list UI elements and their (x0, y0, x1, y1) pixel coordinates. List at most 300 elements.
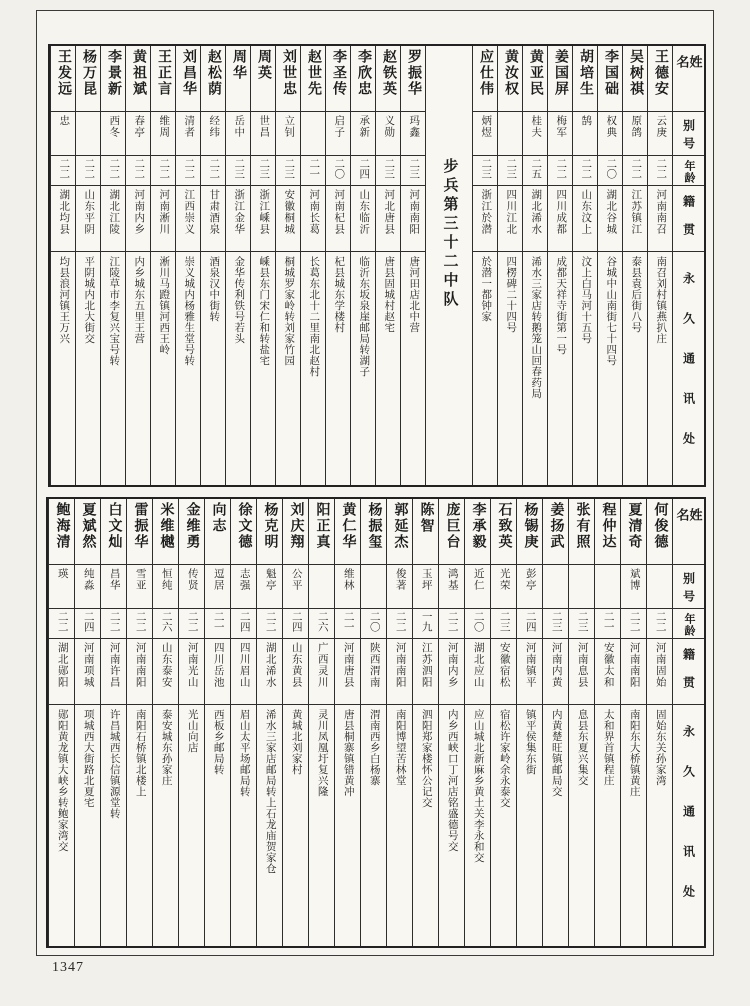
person-address: 息县东夏兴集交 (576, 709, 588, 786)
person-column (250, 46, 275, 485)
person-column (360, 499, 386, 946)
person-column (74, 499, 100, 946)
person-age-cell (376, 156, 400, 186)
header-column (672, 46, 704, 485)
person-native-place-cell (498, 186, 522, 252)
person-native-place: 安徽桐城 (283, 189, 295, 235)
person-address-cell (595, 705, 620, 946)
person-native-place-cell (49, 639, 74, 705)
person-native-place: 河南内乡 (133, 189, 145, 235)
person-column (438, 499, 464, 946)
person-native-place: 湖北江陵 (108, 189, 120, 235)
person-address: 杞县城东学楼村 (333, 256, 345, 333)
person-native-place: 河南南阳 (628, 642, 640, 688)
person-column (490, 499, 516, 946)
person-address: 唐县固城村赵宅 (383, 256, 395, 333)
person-address-cell (598, 252, 622, 485)
person-column (204, 499, 230, 946)
header-address-cell (673, 705, 704, 946)
person-name: 徐文德 (236, 502, 252, 550)
person-native-place: 河南长葛 (308, 189, 320, 235)
person-address: 镇平侯集东街 (524, 709, 536, 775)
person-age-cell (251, 156, 275, 186)
person-alias: 经纬 (208, 115, 220, 138)
person-native-place: 安徽太和 (602, 642, 614, 688)
person-address-cell (543, 705, 568, 946)
person-name: 庞巨台 (444, 502, 460, 550)
person-column (100, 499, 126, 946)
header-age-cell (673, 609, 704, 639)
person-native-place: 河南南召 (655, 189, 667, 235)
person-alias: 清者 (183, 115, 195, 138)
person-name: 赵世先 (306, 49, 321, 97)
person-column (386, 499, 412, 946)
person-address: 泰县袁后街八号 (630, 256, 642, 333)
person-name-cell (226, 46, 250, 112)
person-native-place-cell (647, 639, 672, 705)
person-address: 南阳东大桥镇黄庄 (628, 709, 640, 797)
person-age: 二三 (283, 158, 295, 179)
person-address-cell (569, 705, 594, 946)
person-native-place: 安徽宿松 (498, 642, 510, 688)
person-name-cell (126, 46, 150, 112)
person-alias: 西冬 (108, 115, 120, 138)
person-name-cell (127, 499, 152, 565)
person-address: 宿松许家岭余永泰交 (498, 709, 510, 808)
person-address: 西板乡邮局转 (212, 709, 224, 775)
person-column (175, 46, 200, 485)
person-alias-cell (75, 565, 100, 609)
person-alias: 雪亚 (134, 568, 146, 591)
person-age-cell (491, 609, 516, 639)
person-name-cell (413, 499, 438, 565)
person-age: 二三 (550, 611, 562, 632)
person-alias-cell (401, 112, 425, 156)
person-alias: 逗居 (212, 568, 224, 591)
person-native-place: 山东平阴 (83, 189, 95, 235)
person-alias-cell (523, 112, 547, 156)
person-age-cell (548, 156, 572, 186)
person-age: 二三 (498, 611, 510, 632)
person-address-cell (231, 705, 256, 946)
person-name: 杨振玺 (366, 502, 382, 550)
person-name: 李圣传 (331, 49, 346, 97)
person-age-cell (276, 156, 300, 186)
person-native-place: 陕西渭南 (368, 642, 380, 688)
person-name: 黄亚民 (528, 49, 543, 97)
person-column (48, 499, 74, 946)
person-age: 二四 (524, 611, 536, 632)
person-age: 二三 (408, 158, 420, 179)
person-alias: 近仁 (472, 568, 484, 591)
person-column (230, 499, 256, 946)
person-native-place: 四川江北 (505, 189, 517, 235)
header-alias-cell (673, 565, 704, 609)
person-address-cell (226, 252, 250, 485)
person-native-place: 山东汶上 (580, 189, 592, 235)
person-address-cell (301, 252, 325, 485)
header-column (672, 499, 704, 946)
person-alias-cell (101, 112, 125, 156)
roster-table-bottom (46, 497, 706, 948)
person-alias: 彭亭 (524, 568, 536, 591)
person-address-cell (179, 705, 204, 946)
person-name: 夏斌然 (80, 502, 96, 550)
person-native-place-cell (473, 186, 497, 252)
person-age: 二〇 (368, 611, 380, 632)
person-age: 二三 (233, 158, 245, 179)
person-address-cell (498, 252, 522, 485)
person-age-cell (201, 156, 225, 186)
person-name: 姜扬武 (548, 502, 564, 550)
person-address-cell (439, 705, 464, 946)
person-alias-cell (205, 565, 230, 609)
person-alias-cell (491, 565, 516, 609)
person-column (75, 46, 100, 485)
person-age: 二二 (58, 158, 70, 179)
person-native-place-cell (413, 639, 438, 705)
person-alias: 鹄 (580, 115, 592, 127)
person-alias: 春亭 (133, 115, 145, 138)
person-alias-cell (351, 112, 375, 156)
person-alias-cell (387, 565, 412, 609)
person-alias: 权典 (605, 115, 617, 138)
person-name: 赵松荫 (206, 49, 221, 97)
person-age-cell (473, 156, 497, 186)
person-native-place-cell (76, 186, 100, 252)
person-alias: 光荣 (498, 568, 510, 591)
person-address-cell (465, 705, 490, 946)
person-age: 二二 (655, 158, 667, 179)
person-native-place: 湖北应山 (472, 642, 484, 688)
person-name-cell (473, 46, 497, 112)
person-native-place: 河南南阳 (134, 642, 146, 688)
person-address-cell (647, 705, 672, 946)
person-native-place: 甘肃酒泉 (208, 189, 220, 235)
person-alias: 启子 (333, 115, 345, 138)
person-alias-cell (376, 112, 400, 156)
person-address: 唐河田店北中营 (408, 256, 420, 333)
person-address: 许昌城西长信镇源堂转 (108, 709, 120, 819)
person-age-cell (595, 609, 620, 639)
header-address-cell (673, 252, 704, 485)
person-age-cell (257, 609, 282, 639)
person-alias-cell (309, 565, 334, 609)
person-address: 泰安城东孙家庄 (160, 709, 172, 786)
person-age-cell (623, 156, 647, 186)
person-age: 二一 (602, 611, 614, 632)
person-name-cell (439, 499, 464, 565)
person-name-cell (51, 46, 75, 112)
person-alias-cell (201, 112, 225, 156)
person-name: 陈智 (418, 502, 434, 534)
person-age-cell (647, 609, 672, 639)
person-address: 眉山太平场邮局转 (238, 709, 250, 797)
person-age-cell (51, 156, 75, 186)
person-age: 二二 (108, 158, 120, 179)
person-address-cell (387, 705, 412, 946)
person-native-place-cell (621, 639, 646, 705)
person-native-place: 河南淅川 (158, 189, 170, 235)
person-address: 泗阳郑家楼怀公记交 (420, 709, 432, 808)
person-name-cell (401, 46, 425, 112)
header-alias-cell (673, 112, 704, 156)
person-address-cell (176, 252, 200, 485)
person-name: 阳正真 (314, 502, 330, 550)
person-age: 二二 (264, 611, 276, 632)
person-address: 於潜一都钟家 (480, 256, 492, 322)
person-native-place-cell (276, 186, 300, 252)
person-age-cell (176, 156, 200, 186)
person-age: 二二 (83, 158, 95, 179)
person-column (350, 46, 375, 485)
person-native-place-cell (151, 186, 175, 252)
person-name-cell (523, 46, 547, 112)
person-name-cell (573, 46, 597, 112)
person-address: 黄城北刘家村 (290, 709, 302, 775)
person-column (225, 46, 250, 485)
person-age: 二二 (630, 158, 642, 179)
person-age-cell (283, 609, 308, 639)
person-address-cell (523, 252, 547, 485)
person-native-place: 河南唐县 (342, 642, 354, 688)
person-age-cell (465, 609, 490, 639)
person-name: 李欣忠 (356, 49, 371, 97)
person-column (464, 499, 490, 946)
person-age: 二二 (134, 611, 146, 632)
person-address: 南召刘村镇燕扒庄 (655, 256, 667, 344)
header-age: 年龄 (683, 160, 695, 184)
person-alias-cell (548, 112, 572, 156)
header-native-place: 籍贯 (681, 195, 696, 251)
person-native-place-cell (387, 639, 412, 705)
person-native-place: 湖北谷城 (605, 189, 617, 235)
person-native-place-cell (205, 639, 230, 705)
person-alias: 承新 (358, 115, 370, 138)
header-native-place-cell (673, 186, 704, 252)
unit-title: 步兵第三十二中队 (441, 158, 458, 310)
person-address-cell (201, 252, 225, 485)
person-name: 程仲达 (600, 502, 616, 550)
person-age-cell (523, 156, 547, 186)
person-column (152, 499, 178, 946)
person-age-cell (153, 609, 178, 639)
person-name-cell (598, 46, 622, 112)
person-age: 二一 (212, 611, 224, 632)
person-address: 内黄楚旺镇邮局交 (550, 709, 562, 797)
person-column (516, 499, 542, 946)
person-age-cell (126, 156, 150, 186)
person-name-cell (335, 499, 360, 565)
person-native-place-cell (226, 186, 250, 252)
person-alias-cell (76, 112, 100, 156)
person-name: 吴树祺 (628, 49, 643, 97)
person-alias-cell (49, 565, 74, 609)
person-column (126, 499, 152, 946)
page-frame (36, 10, 714, 956)
person-name: 赵铁英 (381, 49, 396, 97)
person-address: 江陵草市李复兴宝号转 (108, 256, 120, 366)
person-address: 浠水三家店转鹅笼山回春药局 (530, 256, 542, 399)
person-address: 平阴城内北大街交 (83, 256, 95, 344)
person-name: 张有照 (574, 502, 590, 550)
person-name: 夏清奇 (626, 502, 642, 550)
person-name: 鲍海清 (54, 502, 70, 550)
person-alias-cell (647, 565, 672, 609)
person-native-place: 河南项城 (82, 642, 94, 688)
person-name: 王发远 (56, 49, 71, 97)
header-name-cell (673, 46, 704, 112)
person-native-place: 河南南阳 (408, 189, 420, 235)
person-alias-cell (517, 565, 542, 609)
person-native-place: 山东泰安 (160, 642, 172, 688)
roster-table-top (48, 44, 706, 487)
person-alias-cell (326, 112, 350, 156)
person-column (622, 46, 647, 485)
person-name-cell (231, 499, 256, 565)
person-alias-cell (179, 565, 204, 609)
person-name-cell (179, 499, 204, 565)
person-column (594, 499, 620, 946)
person-age-cell (401, 156, 425, 186)
person-age-cell (351, 156, 375, 186)
header-name: 姓名 (674, 508, 703, 539)
person-native-place: 山东黄县 (290, 642, 302, 688)
person-column (282, 499, 308, 946)
person-name: 李承毅 (470, 502, 486, 550)
person-address-cell (621, 705, 646, 946)
person-alias-cell (226, 112, 250, 156)
person-column (412, 499, 438, 946)
person-age-cell (179, 609, 204, 639)
person-alias-cell (439, 565, 464, 609)
person-native-place: 河南固始 (654, 642, 666, 688)
person-native-place-cell (127, 639, 152, 705)
header-name-cell (673, 499, 704, 565)
person-name: 姜国屏 (553, 49, 568, 97)
person-name-cell (201, 46, 225, 112)
person-name: 李景新 (106, 49, 121, 97)
person-native-place-cell (251, 186, 275, 252)
person-alias-cell (473, 112, 497, 156)
person-age-cell (301, 156, 325, 186)
person-age: 二四 (82, 611, 94, 632)
person-native-place: 河南南阳 (394, 642, 406, 688)
person-alias: 世昌 (258, 115, 270, 138)
person-alias-cell (573, 112, 597, 156)
person-column (572, 46, 597, 485)
person-address-cell (75, 705, 100, 946)
person-address: 四楞碑二十四号 (505, 256, 517, 333)
unit-title-column (425, 46, 472, 485)
person-name: 何俊德 (652, 502, 668, 550)
person-native-place-cell (326, 186, 350, 252)
person-age-cell (387, 609, 412, 639)
person-native-place-cell (335, 639, 360, 705)
person-column (50, 46, 75, 485)
person-name: 黄祖斌 (131, 49, 146, 97)
person-name: 杨克明 (262, 502, 278, 550)
person-address: 应山城北新麻乡黄土关李永和交 (472, 709, 484, 863)
person-name-cell (309, 499, 334, 565)
person-native-place-cell (573, 186, 597, 252)
person-name: 刘世忠 (281, 49, 296, 97)
header-address: 永久通讯处 (681, 725, 696, 925)
person-column (256, 499, 282, 946)
person-name: 应仕伟 (478, 49, 493, 97)
person-native-place: 江西崇义 (183, 189, 195, 235)
person-name-cell (623, 46, 647, 112)
person-address: 内乡城东五里王营 (133, 256, 145, 344)
person-address-cell (401, 252, 425, 485)
person-address: 南阳博望苦林堂 (394, 709, 406, 786)
person-alias: 维林 (342, 568, 354, 591)
person-name: 王德安 (653, 49, 668, 97)
person-alias: 梅军 (555, 115, 567, 138)
person-age-cell (543, 609, 568, 639)
person-address: 桐城罗家岭转刘家竹园 (283, 256, 295, 366)
person-address: 光山向店 (186, 709, 198, 753)
person-alias: 炳煜 (480, 115, 492, 138)
person-alias-cell (595, 565, 620, 609)
person-address: 浠水三家店邮局转上石龙庙贺家仓 (264, 709, 276, 874)
person-alias: 岳中 (233, 115, 245, 138)
person-address: 固始东关孙家湾 (654, 709, 666, 786)
person-alias: 立钊 (283, 115, 295, 138)
person-column (300, 46, 325, 485)
person-age: 二二 (628, 611, 640, 632)
person-age: 二二 (158, 158, 170, 179)
person-address-cell (548, 252, 572, 485)
person-column (497, 46, 522, 485)
person-age-cell (498, 156, 522, 186)
person-name-cell (543, 499, 568, 565)
person-address: 灵川凤凰圩复兴隆 (316, 709, 328, 797)
person-age-cell (361, 609, 386, 639)
person-age-cell (49, 609, 74, 639)
person-alias-cell (648, 112, 672, 156)
person-address: 太和界首镇程庄 (602, 709, 614, 786)
person-native-place-cell (401, 186, 425, 252)
person-alias: 魁亭 (264, 568, 276, 591)
person-address-cell (361, 705, 386, 946)
person-alias: 志强 (238, 568, 250, 591)
person-native-place-cell (101, 186, 125, 252)
person-age-cell (569, 609, 594, 639)
person-age-cell (151, 156, 175, 186)
person-age-cell (231, 609, 256, 639)
person-native-place-cell (361, 639, 386, 705)
person-address: 成都天祥寺街第一号 (555, 256, 567, 355)
person-native-place-cell (543, 639, 568, 705)
person-name: 王正言 (156, 49, 171, 97)
person-age: 二〇 (605, 158, 617, 179)
person-age-cell (439, 609, 464, 639)
person-native-place: 浙江金华 (233, 189, 245, 235)
person-alias: 鸿基 (446, 568, 458, 591)
person-age: 二三 (505, 158, 517, 179)
person-age: 一九 (420, 611, 432, 632)
person-alias-cell (276, 112, 300, 156)
person-name-cell (569, 499, 594, 565)
person-name-cell (76, 46, 100, 112)
person-name: 黄仁华 (340, 502, 356, 550)
person-address-cell (151, 252, 175, 485)
header-age-cell (673, 156, 704, 186)
person-native-place-cell (523, 186, 547, 252)
person-column (150, 46, 175, 485)
person-age: 二一 (342, 611, 354, 632)
